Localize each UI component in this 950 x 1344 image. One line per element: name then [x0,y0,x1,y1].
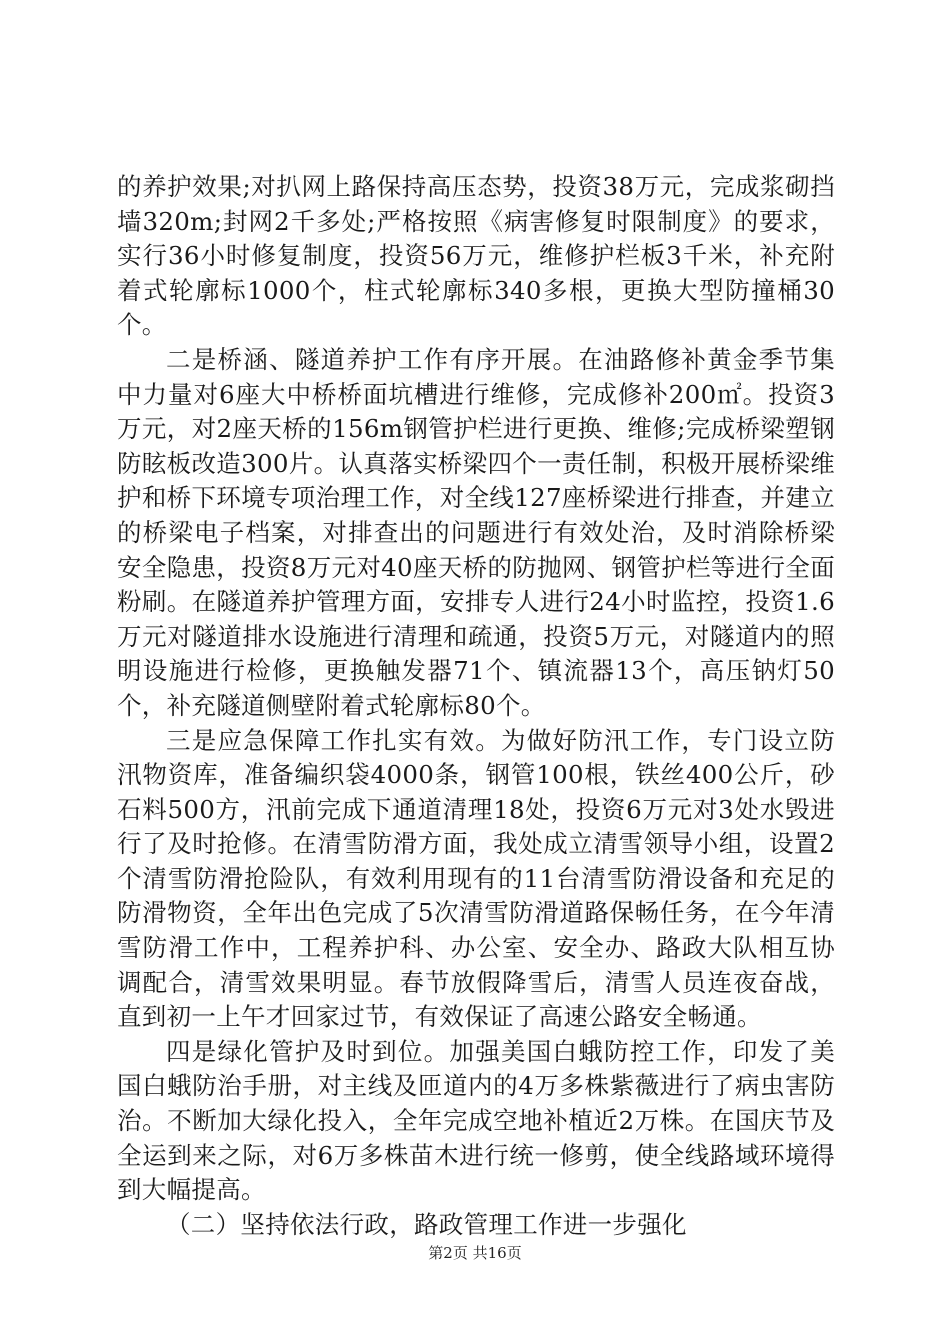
paragraph-greening: 四是绿化管护及时到位。加强美国白蛾防控工作，印发了美国白蛾防治手册，对主线及匝道内的4万多株紫薇进行了病虫害防治。不断加大绿化投入，全年完成空地补植近2万株。在国庆节及全运到来之际，对6万多株苗木进行统一修剪，使全线路域环境得到大幅提高。 [117,1036,835,1205]
paragraph-bridge-tunnel: 二是桥涵、隧道养护工作有序开展。在油路修补黄金季节集中力量对6座大中桥桥面坑槽进行维修，完成修补200㎡。投资3万元，对2座天桥的156m钢管护栏进行更换、维修;完成桥梁塑钢防眩板改造300片。认真落实桥梁四个一责任制，积极开展桥梁维护和桥下环境专项治理工作，对全线127座桥梁进行排查，并建立的桥梁电子档案，对排查出的问题进行有效处治，及时消除桥梁安全隐患，投资8万元对40座天桥的防抛网、钢管护栏等进行全面粉刷。在隧道养护管理方面，安排专人进行24小时监控，投资1.6万元对隧道排水设施进行清理和疏通，投资5万元，对隧道内的照明设施进行检修，更换触发器71个、镇流器13个，高压钠灯50个，补充隧道侧壁附着式轮廓标80个。 [117,344,835,720]
page-footer: 第2页 共16页 [428,1244,522,1262]
paragraph-continued-maintenance: 的养护效果;对扒网上路保持高压态势，投资38万元，完成浆砌挡墙320m;封网2千多处;严格按照《病害修复时限制度》的要求，实行36小时修复制度，投资56万元，维修护栏板3千米，补充附着式轮廓标1000个，柱式轮廓标340多根，更换大型防撞桶30个。 [117,172,835,340]
section-heading-road-administration: （二）坚持依法行政，路政管理工作进一步强化 [166,1209,687,1239]
paragraph-emergency: 三是应急保障工作扎实有效。为做好防汛工作，专门设立防汛物资库，准备编织袋4000条，钢管100根，铁丝400公斤，砂石料500方，汛前完成下通道清理18处，投资6万元对3处水毁进行了及时抢修。在清雪防滑方面，我处成立清雪领导小组，设置2个清雪防滑抢险队，有效利用现有的11台清雪防滑设备和充足的防滑物资，全年出色完成了5次清雪防滑道路保畅任务，在今年清雪防滑工作中，工程养护科、办公室、安全办、路政大队相互协调配合，清雪效果明显。春节放假降雪后，清雪人员连夜奋战，直到初一上午才回家过节，有效保证了高速公路安全畅通。 [117,725,835,1032]
document-body [117,170,835,1242]
